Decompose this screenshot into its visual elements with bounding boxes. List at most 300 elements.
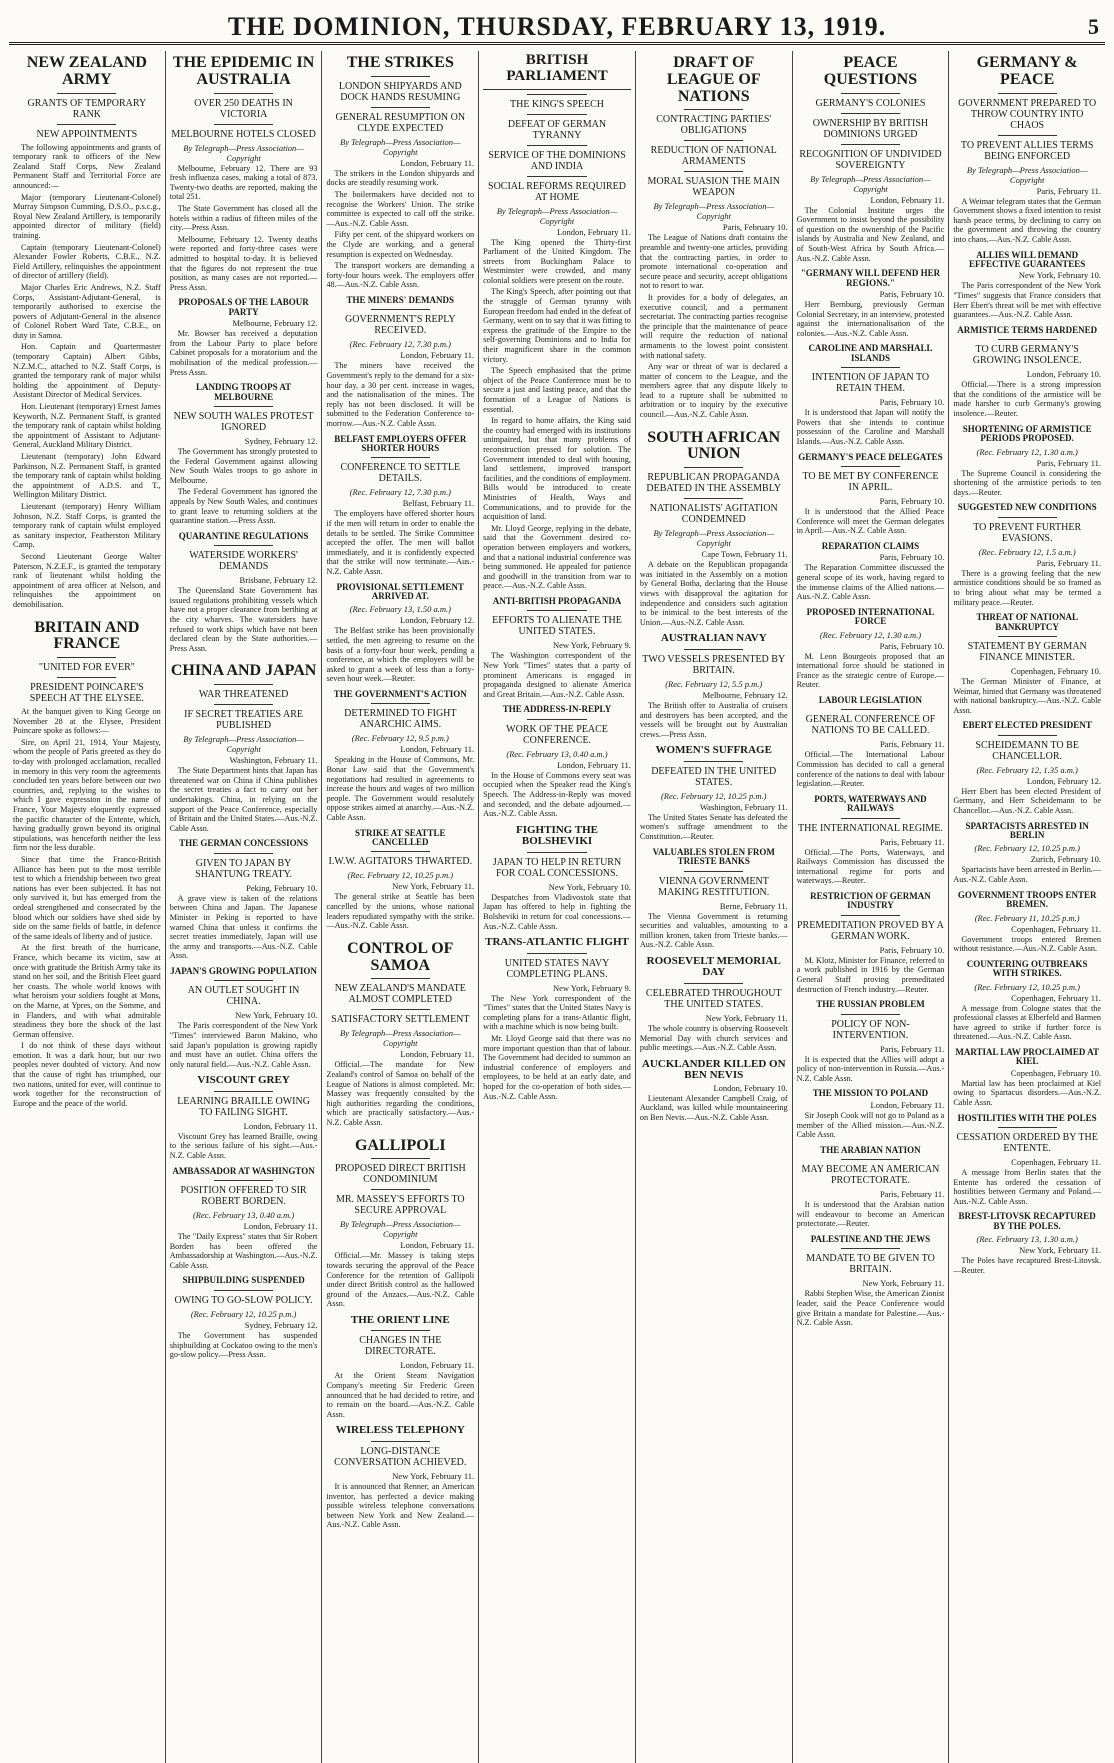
column-1 [9,51,165,1763]
article-paragraph: Official.—There is a strong impression that the conditions of the armistice will be made harsher to curb Germany's growing insolence.—Reuter. [953,380,1102,419]
article-headline: PROPOSALS OF THE LABOUR PARTY [178,297,309,317]
article [13,51,161,610]
article-headline: BELFAST EMPLOYERS OFFER SHORTER HOURS [334,433,467,453]
article-headline: NEW ZEALAND ARMY [26,54,147,88]
article-subheadline: TO BE MET BY CONFERENCE IN APRIL. [802,471,939,494]
article-paragraph: The general strike at Seattle has been cancelled by the unions, whose national leaders repudiated sympathy with the strike.—Aus.-N.Z. Cable Assn. [326,892,475,931]
article-credit: (Rec. February 12, 1.5 a.m.) [978,546,1076,557]
column-6 [792,51,949,1763]
article-paragraph: The Supreme Council is considering the shortening of the armistice periods to ten days.—Reuter. [953,468,1102,497]
article-dateline: London, February 10. [713,1082,788,1093]
article-subheadline: CONFERENCE TO SETTLE DETAILS. [340,462,461,485]
article-subheadline: PRESIDENT POINCARE'S SPEECH AT THE ELYSEE. [29,682,144,705]
article-headline: THE MISSION TO POLAND [812,1088,929,1099]
article-dateline: London, February 11. [400,1240,475,1251]
columns-container [9,51,1105,1763]
article-subheadline: NEW ZEALAND'S MANDATE ALMOST COMPLETED [334,983,466,1006]
article-dateline: Berne, February 11. [719,900,788,911]
headline-divider [371,851,430,852]
article-credit: (Rec. February 12, 10.25 p.m.) [190,1308,297,1319]
article-paragraph: At the banquet given to King George on November 28 at the Elysee, President Poincare spoke as follows:— [13,707,161,736]
article-credit: By Telegraph—Press Association—Copyright [183,142,304,163]
article-subheadline: MR. MASSEY'S EFFORTS TO SECURE APPROVAL [335,1194,465,1217]
article-paragraph: Hon. Captain and Quartermaster (temporary Captain) Albert Gibbs, N.Z.M.C., attached to N.Z. Staff Corps, is granted the temporary rank of major whilst holding the appointment of Deputy-Assistant Director of Medical Services. [13,342,161,400]
article-subheadline: "UNITED FOR EVER" [38,662,135,674]
article-paragraph: I do not think of these days without emotion. It was a dark hour, but our two peoples never doubted of victory. And now that the cause of right has triumphed, our two nations, united for ever, will continue to work together for the reconstruction of Europe and the peace of the world. [13,1041,161,1108]
article-headline: BRITAIN AND FRANCE [34,618,140,653]
article-dateline: London, February 12. [1026,775,1102,786]
article-dateline: Cape Town, February 11. [701,549,788,560]
article-paragraph: A debate on the Republican propaganda was initiated in the Assembly on a motion by General Botha, declaring that the House views with disapproval the agitation for independence and considers such agitation to be inimical to the best interests of the Union.—Aus.-N.Z. Cable Assn. [639,560,788,627]
article-subheadline: GENERAL RESUMPTION ON CLYDE EXPECTED [335,111,466,134]
article-subheadline: CHANGES IN THE DIRECTORATE. [359,1335,442,1358]
headline-divider [214,1180,273,1181]
article-paragraph: The Government has strongly protested to the Federal Government against allowing New South Wales troops to go ashore in Melbourne. [169,447,318,485]
article-credit: (Rec. February 12, 10.25 p.m.) [660,790,767,801]
article-paragraph: It is understood that the Arabian nation will endeavour to become an American protectorate.—Reuter. [796,1200,945,1229]
article-headline: AUCKLANDER KILLED ON BEN NEVIS [641,1057,786,1082]
article-dateline: Belfast, February 11. [402,498,475,509]
article-paragraph: The miners have received the Government's reply to the demand for a six-hour day, a 30 per cent. increase in wages, and the nationalisation of the mines. The reply has not been disclosed. It will be submitted to the Federation Conference to-morrow.—Aus.-N.Z. Cable Assn. [326,361,475,428]
headline-divider [527,610,586,611]
article-paragraph: Government troops entered Bremen without resistance.—Aus.-N.Z. Cable Assn. [953,934,1102,954]
article [326,937,474,1128]
article [953,1048,1101,1108]
article [170,51,318,292]
headline-divider [841,466,900,467]
article-paragraph: The following appointments and grants of temporary rank to officers of the New Zealand Staff Corps, New Zealand Permanent Staff and Territorial Force are announced:— [13,142,161,190]
headline-divider [841,709,900,710]
headline-divider [214,124,273,125]
article-subheadline: UNITED STATES NAVY COMPLETING PLANS. [504,957,610,980]
article-subheadline: EFFORTS TO ALIENATE THE UNITED STATES. [492,615,622,638]
article-headline: THE ARABIAN NATION [820,1144,921,1155]
article-paragraph: Fifty per cent. of the shipyard workers on the Clyde are working, and a general resumption is expected on Wednesday. [326,230,475,259]
article-dateline: London, February 11. [400,1360,475,1371]
headline-divider [841,144,900,145]
article [640,848,788,950]
headline-divider [371,1441,430,1442]
article-paragraph: Lieutenant Alexander Campbell Craig, of Auckland, was killed while mountaineering on Ben Nevis.—Aus.-N.Z. Cable Assn. [639,1093,788,1123]
headline-divider [527,953,586,954]
headline-divider [998,135,1057,136]
article-subheadline: NEW APPOINTMENTS [36,128,138,140]
article-paragraph: Melbourne, February 12. Twenty deaths were reported and forty-three cases were admitted to hospital to-day. It is believed that the figures do not represent the true position, as many cases are not reported.—Press Assn. [169,234,318,292]
article-credit: (Rec. February 11, 10.25 p.m.) [974,912,1080,923]
article-subheadline: THE INTERNATIONAL REGIME. [798,822,943,834]
article-subheadline: NATIONALISTS' AGITATION CONDEMNED [649,503,778,526]
article-paragraph: Lieutenant (temporary) John Edward Parkinson, N.Z. Permanent Staff, is granted the temporary rank of captain whilst holding the appointment of A.D.S. and T., Wellington Military District. [13,452,161,500]
article-dateline: London, February 11. [557,759,631,770]
article [953,251,1101,320]
article-paragraph: Second Lieutenant George Walter Paterson, N.Z.E.F., is granted the temporary rank of lieutenant whilst holding the appointment of area officer at Nelson, and relinquishes the appointment on demobilisation. [13,551,161,609]
headline-divider [684,109,743,110]
article-paragraph: Any war or threat of war is declared a matter of concern to the League, and the members agree that any dispute likely to lead to a rupture shall be submitted to arbitration or to inquiry by the executive council.—Aus.-N.Z. Cable Assn. [639,362,788,420]
article-paragraph: Rabbi Stephen Wise, the American Zionist leader, said the Peace Conference would give Britain a mandate for Palestine.—Aus.-N.Z. Cable Assn. [796,1289,945,1328]
article-dateline: Copenhagen, February 11. [1011,992,1102,1003]
article [797,1000,945,1083]
article [953,425,1101,498]
article-headline: THE EPIDEMIC IN AUSTRALIA [172,54,315,88]
article-dateline: Paris, February 10. [879,944,945,955]
article-paragraph: Mr. Bowser has received a deputation from the Labour Party to place before Cabinet proposals for a moratorium and the mobilisation of the medical profession.—Press Assn. [169,329,318,377]
article [483,705,631,818]
article-headline: PALESTINE AND THE JEWS [810,1233,931,1244]
article-credit: By Telegraph—Press Association—Copyright [966,164,1088,185]
article-subheadline: PREMEDITATION PROVED BY A GERMAN WORK. [797,919,944,942]
article-paragraph: It is announced that Renner, an American inventor, has perfected a device making possible wireless telephone conversations between New York and New Zealand.—Aus.-N.Z. Cable Assn. [326,1482,475,1530]
headline-divider [214,1290,273,1291]
article-headline: THE STRIKES [346,54,454,71]
article [953,721,1101,815]
article-dateline: Paris, February 10. [879,289,945,300]
article [953,1212,1101,1275]
article-subheadline: WAR THREATENED [198,689,289,701]
article [170,967,318,1069]
article-dateline: London, February 11. [400,350,475,361]
article-dateline: Sydney, February 12. [244,436,318,447]
article-dateline: New York, February 11. [705,1013,788,1024]
headline-divider [527,145,586,146]
article-paragraph: The Reparation Committee discussed the general scope of its work, having regard to the immense claims of the Allied nations.—Aus.-N.Z. Cable Assn. [796,563,945,602]
article-paragraph: M. Klotz, Minister for Finance, referred to a work published in 1916 by the German General Staff proving premeditated destruction of French industry.—Reuter. [796,955,945,994]
article-headline: "GERMANY WILL DEFEND HER REGIONS." [800,268,941,288]
article-dateline: New York, February 11. [1019,1245,1102,1256]
article-paragraph: Official.—The International Labour Commission has decided to call a general conference of the nations to deal with labour legislation.—Reuter. [796,750,945,789]
article [953,51,1101,245]
article-paragraph: The State Government has closed all the hotels within a radius of fifteen miles of the city.—Press Assn. [169,203,318,233]
article-paragraph: In regard to home affairs, the King said the country had emerged with its institutions unimpaired, but that many problems of reconstruction pressed for solution. The Government intended to deal with housing, land settlement, improved transport facilities, and the conditions of employment. Bills would be introduced to create Ministries of Health, Ways and Communications, and to provide for the acquisition of land. [483,416,631,522]
article-credit: By Telegraph—Press Association—Copyright [340,136,461,157]
headline-divider [998,1127,1057,1128]
article-credit: (Rec. February 13, 0.40 a.m.) [506,748,608,759]
article-dateline: Copenhagen, February 10. [1010,665,1102,676]
article-paragraph: The New York correspondent of the "Times" states that the United States Navy is completing plans for a trans-Atlantic flight, with a machine which is now being built. [483,993,631,1032]
article-paragraph: M. Leon Bourgeois proposed that an international force should be stationed in France as the strategic centre of Europe.—Reuter. [796,651,945,690]
article-dateline: London, February 11. [400,744,475,755]
article-headline: PORTS, WATERWAYS AND RAILWAYS [814,793,927,814]
article-paragraph: The Speech emphasised that the prime object of the Peace Conference must be to secure a just and lasting peace, and that the formation of a League of Nations is essential. [483,366,631,414]
article-headline: GALLIPOLI [354,1136,446,1154]
article-headline: ARMISTICE TERMS HARDENED [957,324,1098,335]
article-credit: (Rec. February 12, 5.5 p.m.) [665,678,763,689]
article-subheadline: TO CURB GERMANY'S GROWING INSOLENCE. [972,344,1082,367]
headline-divider [998,636,1057,637]
article-dateline: Paris, February 11. [1036,185,1102,196]
headline-divider [684,171,743,172]
article-dateline: London, February 11. [243,1221,318,1232]
article-subheadline: OVER 250 DEATHS IN VICTORIA [194,97,293,120]
article-paragraph: The King's Speech, after pointing out that the struggle of German tyranny with European freedom had ended in the defeat of Germany, went on to say that it was fitting to express the gratitude of the Empire to the self-governing Dominions and to India for their magnificent share in the common victory. [483,287,631,364]
article-credit: (Rec. February 12, 10.25 p.m.) [974,981,1080,992]
article-subheadline: GOVERNMENT'S REPLY RECEIVED. [345,314,456,337]
article-subheadline: CELEBRATED THROUGHOUT THE UNITED STATES. [645,988,782,1011]
article-dateline: London, February 11. [400,1049,475,1060]
article [326,435,474,577]
article-paragraph: Viscount Grey has learned Braille, owing to the serious failure of his sight.—Aus.-N.Z. Cable Assn. [169,1131,318,1161]
column-5 [635,51,792,1763]
article-credit: (Rec. February 12, 1.35 a.m.) [976,764,1078,775]
article-headline: THE ORIENT LINE [350,1313,450,1326]
article [326,51,474,290]
article-credit: (Rec. February 13, 0.40 a.m.) [192,1210,295,1221]
article [170,298,318,377]
article [640,1059,788,1123]
article-dateline: Peking, February 10. [246,882,318,893]
article-paragraph: Hon. Lieutenant (temporary) Ernest James Keyworth, N.Z. Permanent Staff, is granted the temporary rank of captain whilst holding the appointment of Assistant to Adjutant-General, Auckland Military District. [13,402,161,450]
article-subheadline: CESSATION ORDERED BY THE ENTENTE. [956,1132,1098,1155]
article-headline: QUARANTINE REGULATIONS [178,530,309,541]
article-headline: WOMEN'S SUFFRAGE [655,744,772,757]
article-headline: THE RUSSIAN PROBLEM [816,999,925,1010]
headline-divider [214,545,273,546]
article-headline: ANTI-BRITISH PROPAGANDA [492,595,622,606]
article [797,51,945,263]
article-paragraph: Major (temporary Lieutenant-Colonel) Murray Simpson Cumming, D.S.O., p.s.c.g., Royal New Zealand Artillery, is temporarily appointed director of military (field) training. [13,192,161,240]
headline-divider [841,915,900,916]
article-paragraph: The Poles have recaptured Brest-Litovsk.—Reuter. [953,1256,1102,1275]
article-subheadline: AN OUTLET SOUGHT IN CHINA. [187,985,300,1008]
article-paragraph: The Paris correspondent of the New York "Times" interviewed Baron Makino, who said Japan's population is growing rapidly and must have an outlet. China offers the only natural field.—Aus.-N.Z. Cable Assn. [169,1021,318,1069]
headline-divider [998,517,1057,518]
article-headline: FIGHTING THE BOLSHEVIKI [516,823,599,848]
article-headline: GOVERNMENT TROOPS ENTER BREMEN. [957,889,1097,910]
article-paragraph: The Federal Government has ignored the appeals by New South Wales, and continues to grant leave to returning soldiers at the quarantine station.—Press Assn. [169,487,318,526]
article-paragraph: The Washington correspondent of the New York "Times" states that a party of prominent Americans is engaged in propaganda designed to alienate America and Great Britain.—Aus.-N.Z. Cable Assn. [483,651,631,699]
headline-divider [841,818,900,819]
article [170,659,318,833]
article-dateline: Copenhagen, February 11. [1011,1157,1102,1168]
article-paragraph: The employers have offered shorter hours if the men will return in order to enable the details to be settled. The Strike Committee accepted the offer. The men will ballot immediately, and it is confidently expected that the strike will now terminate.—Aus.-N.Z. Cable Assn. [326,509,475,576]
article-subheadline: MELBOURNE HOTELS CLOSED [171,128,316,140]
headline-divider [841,1014,900,1015]
column-4 [478,51,635,1763]
article-dateline: Melbourne, February 12. [702,689,788,700]
article [640,51,788,420]
article-dateline: Paris, February 11. [879,1189,945,1200]
article [797,1235,945,1328]
article [797,344,945,446]
headline-divider [841,113,900,114]
article-credit: (Rec. February 12, 9.5 p.m.) [351,733,449,744]
headline-divider [214,704,273,705]
masthead [9,8,1105,45]
headline-divider [214,406,273,407]
article-subheadline: DEFEAT OF GERMAN TYRANNY [507,118,607,141]
article-dateline: Copenhagen, February 10. [1010,1067,1102,1078]
column-7 [948,51,1105,1763]
article-dateline: Paris, February 10. [879,640,945,651]
article [797,542,945,602]
article-headline: SPARTACISTS ARRESTED IN BERLIN [965,820,1089,840]
article-subheadline: REPUBLICAN PROPAGANDA DEBATED IN THE ASSEMBLY [646,472,782,495]
article-subheadline: GERMANY'S COLONIES [815,97,926,109]
article-paragraph: The United States Senate has defeated the women's suffrage amendment to the Constitution.—Reuter. [639,812,788,842]
headline-divider [371,76,430,77]
article-credit: (Rec. February 13, 1.30 a.m.) [976,1234,1078,1245]
article-headline: BRITISH PARLIAMENT [483,51,631,90]
article-headline: GERMANY & PEACE [976,54,1078,88]
article-headline: LANDING TROOPS AT MELBOURNE [195,382,292,402]
article-paragraph: Since that time the Franco-British Alliance has been put to the most terrible test to which a friendship between two great nations has ever been subjected. It has not only survived it, but has emerged from the ordeal strengthened and consecrated by the blood which our soldiers have shed side by side on the same fields of battle, in defence of the same ideals of liberty and of justice. [13,855,161,941]
headline-divider [371,457,430,458]
article-dateline: Washington, February 11. [229,755,318,766]
article-subheadline: GIVEN TO JAPAN BY SHANTUNG TREATY. [195,857,293,880]
headline-divider [841,1159,900,1160]
article-headline: MARTIAL LAW PROCLAIMED AT KIEL [955,1046,1099,1067]
article-headline: GERMANY'S PEACE DELEGATES [798,451,943,462]
article-headline: PROPOSED INTERNATIONAL FORCE [806,606,935,627]
headline-divider [527,114,586,115]
article-dateline: Melbourne, February 12. [232,318,318,329]
headline-divider [371,703,430,704]
article-credit: (Rec. February 12, 1.30 a.m.) [819,629,922,640]
article [326,583,474,684]
article-headline: PROVISIONAL SETTLEMENT ARRIVED AT. [336,581,464,601]
column-2 [165,51,322,1763]
article-headline: JAPAN'S GROWING POPULATION [170,965,317,976]
article-subheadline: NEW SOUTH WALES PROTEST IGNORED [173,411,314,434]
article [170,839,318,961]
article-headline: LABOUR LEGISLATION [818,694,922,705]
article [170,532,318,654]
article-subheadline: LONDON SHIPYARDS AND DOCK HANDS RESUMING [338,80,462,103]
article-credit: By Telegraph—Press Association—Copyright [340,1028,461,1049]
article-paragraph: Official.—The mandate for New Zealand's control of Samoa on behalf of the League of Nations is almost completed. Mr. Massey was frequently consulted by the high authorities regarding the conditions, which are practically satisfactory.—Aus.-N.Z. Cable Assn. [326,1060,475,1127]
article-headline: AMBASSADOR AT WASHINGTON [172,1165,315,1176]
article [953,1114,1101,1207]
article-subheadline: WATERSIDE WORKERS' DEMANDS [189,550,298,573]
article-dateline: Brisbane, February 12. [239,575,318,586]
article-subheadline: TWO VESSELS PRESENTED BY BRITAIN. [642,653,786,676]
headline-divider [371,1189,430,1190]
article-paragraph: Speaking in the House of Commons, Mr. Bonar Law said that the Government's negotiations had resulted in agreements to increase the hours and wages of two million people. The Government would resolutely oppose strikes aimed at anarchy.—Aus.-N.Z. Cable Assn. [326,755,475,822]
article-headline: CONTROL OF SAMOA [347,939,454,974]
headline-divider [684,871,743,872]
headline-divider [214,1091,273,1092]
article-dateline: London, February 11. [400,157,475,168]
article-paragraph: It is understood that the Allied Peace Conference will meet the German delegates in April.—Aus.-N.Z. Cable Assn. [796,507,945,536]
article-subheadline: VIENNA GOVERNMENT MAKING RESTITUTION. [658,875,770,898]
article-paragraph: Melbourne, February 12. There are 93 fresh influenza cases, making a total of 873. Twenty-two deaths are reported, making the total 251. [169,163,318,202]
article [13,616,161,1109]
article-headline: THE MINERS' DEMANDS [346,294,455,305]
headline-divider [684,140,743,141]
article-paragraph: It is understood that Japan will notify the Powers that she intends to continue possession of the Caroline and Marshall Islands.—Aus.-N.Z. Cable Assn. [796,408,945,447]
article [170,1276,318,1359]
article-dateline: New York, February 11. [392,881,475,892]
article-dateline: Paris, February 10. [879,397,945,408]
headline-divider [684,467,743,468]
article-paragraph: Sir Joseph Cook will not go to Poland as a member of the Allied mission.—Aus.-N.Z. Cable Assn. [796,1110,945,1140]
article [483,597,631,699]
article-subheadline: WORK OF THE PEACE CONFERENCE. [506,723,608,746]
article-dateline: Zurich, February 10. [1030,854,1102,865]
article [797,269,945,338]
headline-divider [527,176,586,177]
article-subheadline: CONTRACTING PARTIES' OBLIGATIONS [656,114,772,137]
article [953,891,1101,954]
article-paragraph: It is expected that the Allies will adopt a policy of non-intervention in Russia.—Aus.-N.Z. Cable Assn. [796,1054,945,1083]
article-headline: CHINA AND JAPAN [170,662,317,680]
article [483,937,631,1101]
article-subheadline: DEFEATED IN THE UNITED STATES. [651,765,777,788]
article-paragraph: Spartacists have been arrested in Berlin.—Aus.-N.Z. Cable Assn. [953,865,1102,885]
article [797,892,945,994]
article [797,696,945,789]
article-paragraph: Official.—The Ports, Waterways, and Railways Commission has discussed the international regime for ports and waterways.—Reuter. [796,847,945,886]
article-dateline: New York, February 9. [552,640,631,651]
article-headline: SHORTENING OF ARMISTICE PERIODS PROPOSED. [962,423,1092,444]
headline-divider [684,761,743,762]
article-dateline: New York, February 10. [548,881,631,892]
headline-divider [998,735,1057,736]
article-dateline: New York, February 9. [552,982,631,993]
article-subheadline: INTENTION OF JAPAN TO RETAIN THEM. [811,372,930,395]
masthead-title: THE DOMINION, THURSDAY, FEBRUARY 13, 1919. [227,12,887,41]
article-paragraph: The Government has suspended shipbuilding at Cockatoo owing to the men's go-slow policy.—Press Assn. [169,1330,318,1360]
headline-divider [214,980,273,981]
article [797,1146,945,1229]
article-subheadline: GOVERNMENT PREPARED TO THROW COUNTRY INTO CHAOS [958,97,1097,131]
article-credit: (Rec. February 12, 10.25 p.m.) [347,870,454,881]
article-dateline: Washington, February 11. [699,801,788,812]
column-3 [321,51,478,1763]
headline-divider [684,983,743,984]
headline-divider [214,93,273,94]
article-headline: SHIPBUILDING SUSPENDED [182,1275,305,1286]
article-paragraph: A message from Cologne states that the professional classes at Elberfeld and Barmen have agreed to strike if further force is threatened.—Aus.-N.Z. Cable Assn. [953,1003,1102,1042]
article-dateline: Paris, February 10. [879,496,945,507]
article-credit: (Rec. February 12, 7.30 p.m.) [349,339,451,350]
article-paragraph: The King opened the Thirty-first Parliament of the United Kingdom. The streets from Buckingham Palace to Westminster were crowded, and many colonial soldiers were present on the route. [483,237,631,285]
article-subheadline: PROPOSED DIRECT BRITISH CONDOMINIUM [334,1163,466,1186]
article-credit: (Rec. February 12, 10.25 p.m.) [974,843,1080,854]
article-paragraph: Mr. Lloyd George, replying in the debate, said that the Government desired co-operation between employers and workers, and that a national industrial conference was being summoned. He appealed for patience and goodwill in the transition from war to peace.—Aus.-N.Z. Cable Assn. [483,523,631,591]
headline-divider [57,124,116,125]
article-subheadline: POSITION OFFERED TO SIR ROBERT BORDEN. [180,1185,307,1208]
article-headline: THE ADDRESS-IN-REPLY [502,704,612,715]
article-dateline: New York, February 10. [1018,270,1102,281]
article-headline: SOUTH AFRICAN UNION [647,428,781,463]
article-paragraph: Herr Ebert has been elected President of Germany, and Herr Scheidemann to be Chancellor.—Aus.-N.Z. Cable Assn. [953,786,1102,815]
article-paragraph: At the Orient Steam Navigation Company's meeting Sir Frederic Green announced that he had decided to retire, and to remain on the board.—Aus.-N.Z. Cable Assn. [326,1371,475,1419]
article [170,1075,318,1160]
article-paragraph: The State Department hints that Japan has threatened war on China if China publishes the secret treaties a fact to carry out her undertakings. China, in relying on the support of the Peace Conference, especially of Britain and the United States.—Aus.-N.Z. Cable Assn. [169,766,318,833]
article-subheadline: OWNERSHIP BY BRITISH DOMINIONS URGED [812,117,929,140]
article [953,326,1101,419]
article-headline: HOSTILITIES WITH THE POLES [957,1112,1097,1123]
article-paragraph: In the House of Commons every seat was occupied when the Speaker read the King's Speech. The Address-in-Reply was moved and seconded, and the debate adjourned.—Aus.-N.Z. Cable Assn. [483,770,631,819]
article-paragraph: The transport workers are demanding a forty-four hours week. The employers offer 48.—Aus.-N.Z. Cable Assn. [326,261,475,290]
headline-divider [841,1248,900,1249]
article-dateline: London, February 11. [870,1099,945,1110]
article-dateline: Paris, February 11. [1036,557,1102,568]
article-paragraph: Sire, on April 21, 1914, Your Majesty, whom the people of Paris greeted as they do to-day with prolonged acclamation, recalled in memory in this very room the agreements concluded ten years before between our two countries, and, replying to the wishes to which I gave expression in the name of France, Your Majesty eloquently expressed the pacific character of the Entente, which, having gradually grown beyond its original stipulations, was henceforth neither the less firm nor the less durable. [13,737,161,853]
article-headline: DRAFT OF LEAGUE OF NATIONS [666,54,761,105]
article-paragraph: The Paris correspondent of the New York "Times" suggests that France considers that Herr Ebert's threat will be met with effective guarantees.—Aus.-N.Z. Cable Assn. [953,281,1102,320]
article-subheadline: DETERMINED TO FIGHT ANARCHIC AIMS. [344,708,457,731]
headline-divider [371,1330,430,1331]
article-paragraph: The German Minister of Finance, at Weimar, hinted that Germany was threatened with national bankruptcy.—Aus.-N.Z. Cable Assn. [953,676,1102,715]
article-paragraph: A Weimar telegram states that the German Government shows a fixed intention to resist harsh peace terms, by declining to carry on the government and throwing the country into chaos.—Aus.-N.Z. Cable Assn. [953,196,1102,244]
article-headline: EBERT ELECTED PRESIDENT [962,720,1092,731]
article [326,829,474,931]
article-subheadline: GENERAL CONFERENCE OF NATIONS TO BE CALLED. [805,714,936,737]
article-paragraph: The "Daily Express" states that Sir Robert Borden has been offered the Ambassadorship at Washington.—Aus.-N.Z. Cable Assn. [169,1232,318,1270]
article-credit: (Rec. February 12, 7.30 p.m.) [349,487,451,498]
article-headline: WIRELESS TELEPHONY [335,1424,465,1437]
